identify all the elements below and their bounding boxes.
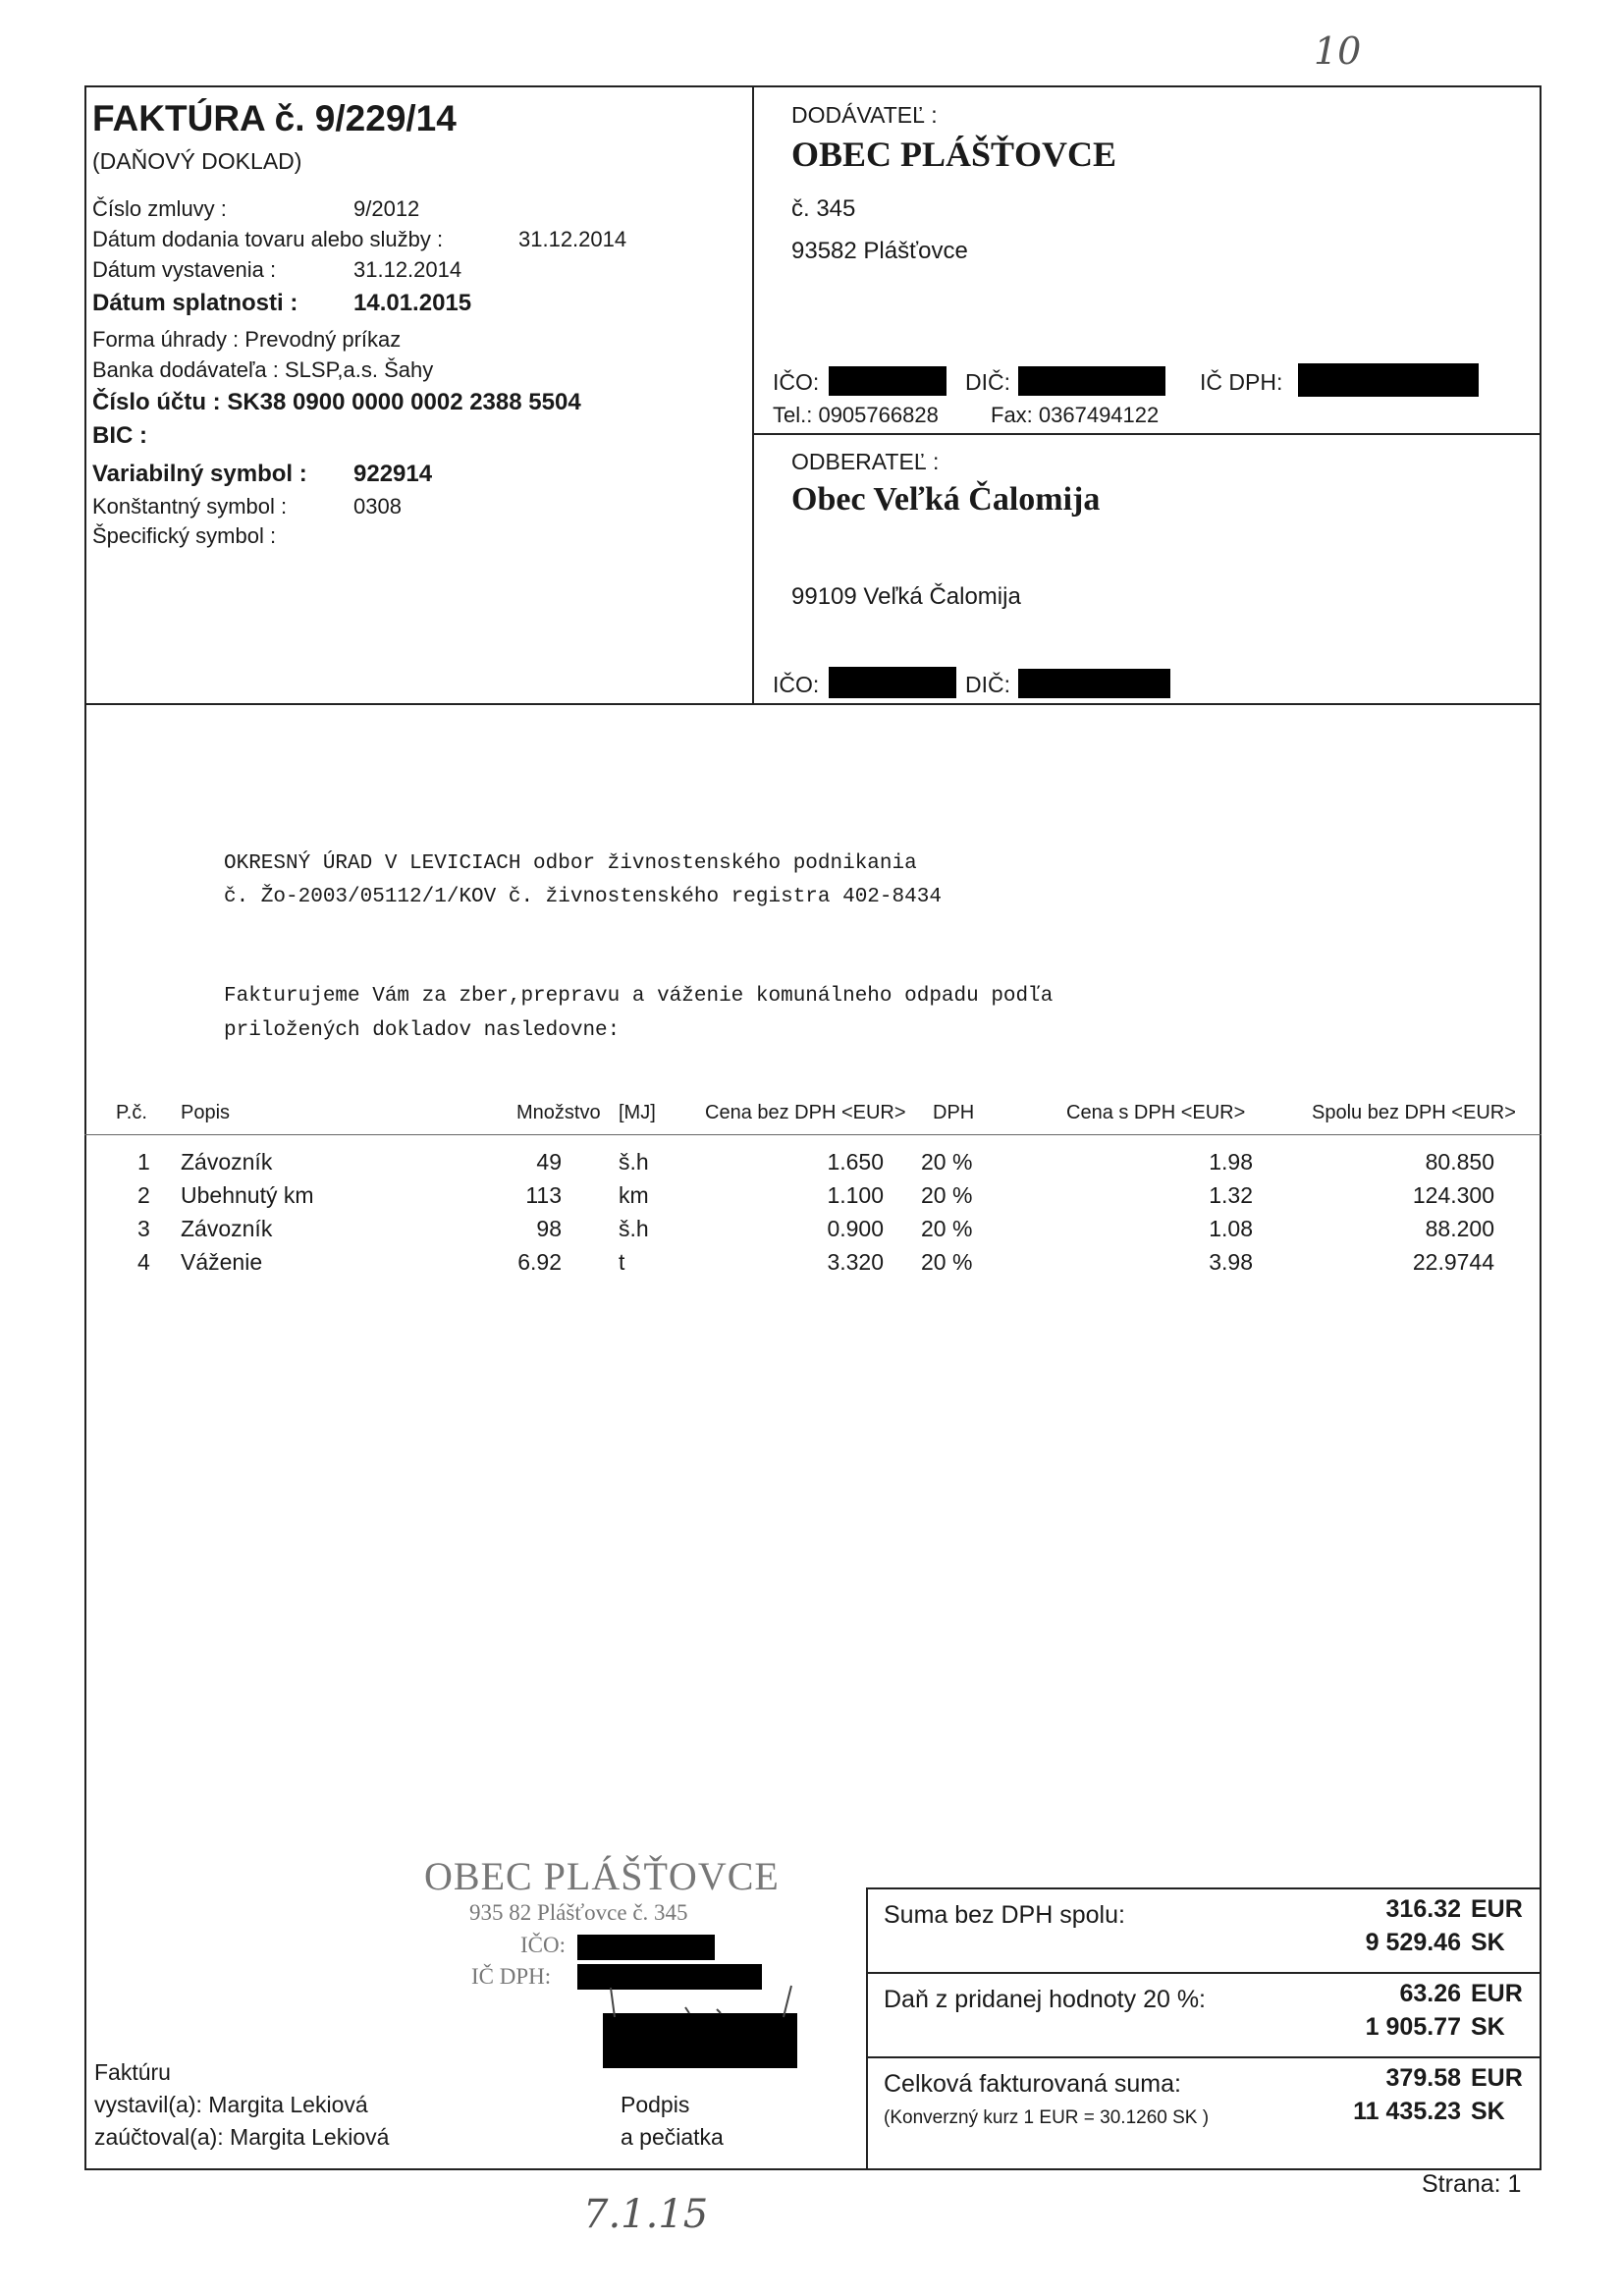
contract-label: Číslo zmluvy :	[92, 196, 227, 221]
customer-dic-label: DIČ:	[965, 672, 1010, 697]
customer-ico-redaction	[829, 667, 956, 698]
cell-cena-s: 1.08	[1209, 1216, 1253, 1241]
cell-spolu: 124.300	[1412, 1182, 1494, 1208]
supplier-fax: Fax: 0367494122	[991, 403, 1160, 427]
cell-mnozstvo: 49	[536, 1149, 562, 1175]
signature-label-1: Podpis	[621, 2092, 690, 2117]
col-header-cena-bez: Cena bez DPH <EUR>	[705, 1102, 906, 1123]
cell-mj: š.h	[619, 1149, 649, 1175]
issued-by: vystavil(a): Margita Lekiová	[94, 2092, 368, 2117]
supplier-icdph-redaction	[1298, 363, 1479, 397]
cell-pc: 1	[137, 1149, 150, 1175]
invoice-title: FAKTÚRA č. 9/229/14	[92, 98, 457, 138]
supplier-street: č. 345	[791, 195, 856, 222]
cell-spolu: 88.200	[1425, 1216, 1494, 1241]
customer-dic-redaction	[1018, 669, 1170, 698]
sum-eur-unit: EUR	[1471, 1895, 1523, 1923]
table-header-divider	[84, 1134, 1542, 1135]
col-header-cena-s: Cena s DPH <EUR>	[1066, 1102, 1246, 1123]
cell-popis: Závozník	[181, 1149, 273, 1175]
col-header-popis: Popis	[181, 1102, 231, 1123]
cell-cena-s: 1.98	[1209, 1149, 1253, 1175]
delivery-date-label: Dátum dodania tovaru alebo služby :	[92, 227, 444, 251]
stamp-ico-redaction	[577, 1935, 715, 1960]
supplier-dic-redaction	[1018, 366, 1165, 396]
vat-eur-unit: EUR	[1471, 1980, 1523, 2007]
supplier-tel: Tel.: 0905766828	[773, 403, 939, 427]
contract-value: 9/2012	[353, 196, 420, 221]
customer-city: 99109 Veľká Čalomija	[791, 583, 1021, 610]
constant-symbol-label: Konštantný symbol :	[92, 494, 288, 519]
stamp-address: 935 82 Plášťovce č. 345	[469, 1900, 688, 1925]
stamp-name: OBEC PLÁŠŤOVCE	[424, 1854, 780, 1898]
issue-date-label: Dátum vystavenia :	[92, 257, 277, 282]
invoice-subtitle: (DAŇOVÝ DOKLAD)	[92, 148, 302, 174]
specific-symbol-label: Špecifický symbol :	[92, 523, 277, 548]
cell-cena-bez: 0.900	[827, 1216, 884, 1241]
issue-date-value: 31.12.2014	[353, 257, 462, 282]
supplier-city: 93582 Plášťovce	[791, 238, 968, 264]
issued-label: Faktúru	[94, 2059, 171, 2085]
cell-mj: km	[619, 1182, 649, 1208]
payment-form: Forma úhrady : Prevodný príkaz	[92, 327, 402, 352]
vat-sk-unit: SK	[1471, 2013, 1505, 2041]
vat-eur: 63.26	[1399, 1980, 1461, 2007]
cell-pc: 3	[137, 1216, 150, 1241]
cell-spolu: 80.850	[1425, 1149, 1494, 1175]
cell-pc: 2	[137, 1182, 150, 1208]
totals-divider-1	[866, 1972, 1542, 1974]
col-header-spolu: Spolu bez DPH <EUR>	[1312, 1102, 1516, 1123]
stamp-icdph-label: IČ DPH:	[471, 1964, 552, 1989]
supplier-icdph-label: IČ DPH:	[1200, 369, 1283, 395]
header-divider-vertical	[752, 85, 754, 704]
delivery-date-value: 31.12.2014	[518, 227, 627, 251]
supplier-name: OBEC PLÁŠŤOVCE	[791, 135, 1117, 174]
col-header-dph: DPH	[933, 1102, 975, 1123]
bic: BIC :	[92, 422, 147, 449]
total-sk-unit: SK	[1471, 2098, 1505, 2125]
cell-pc: 4	[137, 1249, 150, 1275]
notes-line-2: č. Žo-2003/05112/1/KOV č. živnostenského registra 402-8434	[224, 886, 942, 908]
customer-name: Obec Veľká Čalomija	[791, 481, 1101, 518]
total-label: Celková fakturovaná suma:	[884, 2070, 1181, 2098]
booked-by: zaúčtoval(a): Margita Lekiová	[94, 2124, 390, 2150]
supplier-dic-label: DIČ:	[965, 369, 1010, 395]
customer-heading: ODBERATEĽ :	[791, 449, 940, 474]
cell-dph: 20 %	[921, 1182, 973, 1208]
cell-spolu: 22.9744	[1412, 1249, 1494, 1275]
cell-cena-bez: 1.650	[827, 1149, 884, 1175]
col-header-mnozstvo: Množstvo	[516, 1102, 601, 1123]
vat-label: Daň z pridanej hodnoty 20 %:	[884, 1986, 1206, 2013]
total-eur: 379.58	[1385, 2064, 1461, 2092]
cell-cena-s: 1.32	[1209, 1182, 1253, 1208]
sum-sk-unit: SK	[1471, 1929, 1505, 1956]
cell-popis: Ubehnutý km	[181, 1182, 314, 1208]
cell-cena-bez: 3.320	[827, 1249, 884, 1275]
conversion-rate: (Konverzný kurz 1 EUR = 30.1260 SK )	[884, 2107, 1210, 2128]
header-bottom-divider	[84, 703, 1542, 705]
vat-sk: 1 905.77	[1365, 2013, 1461, 2041]
stamp-ico-label: IČO:	[520, 1933, 566, 1957]
handwritten-date: 7.1.15	[583, 2192, 709, 2237]
cell-mnozstvo: 98	[536, 1216, 562, 1241]
cell-popis: Váženie	[181, 1249, 263, 1275]
sum-label: Suma bez DPH spolu:	[884, 1901, 1125, 1929]
totals-divider-2	[866, 2056, 1542, 2058]
cell-mj: t	[619, 1249, 625, 1275]
sum-eur: 316.32	[1385, 1895, 1461, 1923]
signature-label-2: a pečiatka	[621, 2124, 724, 2150]
supplier-ico-redaction	[829, 366, 947, 396]
page-number: Strana: 1	[1422, 2170, 1522, 2198]
cell-mj: š.h	[619, 1216, 649, 1241]
supplier-heading: DODÁVATEĽ :	[791, 102, 938, 128]
handwritten-page-note: 10	[1314, 29, 1362, 73]
variable-symbol-value: 922914	[353, 461, 433, 487]
total-eur-unit: EUR	[1471, 2064, 1523, 2092]
account-number: Číslo účtu : SK38 0900 0000 0002 2388 5504	[92, 389, 581, 415]
notes-line-3: Fakturujeme Vám za zber,prepravu a váženie komunálneho odpadu podľa	[224, 985, 1054, 1008]
cell-mnozstvo: 6.92	[517, 1249, 562, 1275]
constant-symbol-value: 0308	[353, 494, 402, 519]
cell-dph: 20 %	[921, 1249, 973, 1275]
sum-sk: 9 529.46	[1365, 1929, 1461, 1956]
cell-popis: Závozník	[181, 1216, 273, 1241]
col-header-mj: [MJ]	[619, 1102, 656, 1123]
customer-ico-label: IČO:	[773, 672, 820, 697]
supplier-ico-label: IČO:	[773, 369, 820, 395]
cell-cena-s: 3.98	[1209, 1249, 1253, 1275]
bank: Banka dodávateľa : SLSP,a.s. Šahy	[92, 357, 434, 382]
signature-scribble	[589, 1984, 815, 2023]
notes-line-1: OKRESNÝ ÚRAD V LEVICIACH odbor živnostenského podnikania	[224, 852, 917, 875]
notes-line-4: priložených dokladov nasledovne:	[224, 1019, 621, 1042]
col-header-pc: P.č.	[116, 1102, 147, 1123]
due-date-value: 14.01.2015	[353, 290, 472, 316]
supplier-customer-divider	[752, 433, 1542, 435]
cell-dph: 20 %	[921, 1149, 973, 1175]
due-date-label: Dátum splatnosti :	[92, 290, 298, 316]
cell-dph: 20 %	[921, 1216, 973, 1241]
variable-symbol-label: Variabilný symbol :	[92, 461, 307, 487]
cell-cena-bez: 1.100	[827, 1182, 884, 1208]
total-sk: 11 435.23	[1353, 2098, 1461, 2125]
cell-mnozstvo: 113	[525, 1182, 562, 1208]
